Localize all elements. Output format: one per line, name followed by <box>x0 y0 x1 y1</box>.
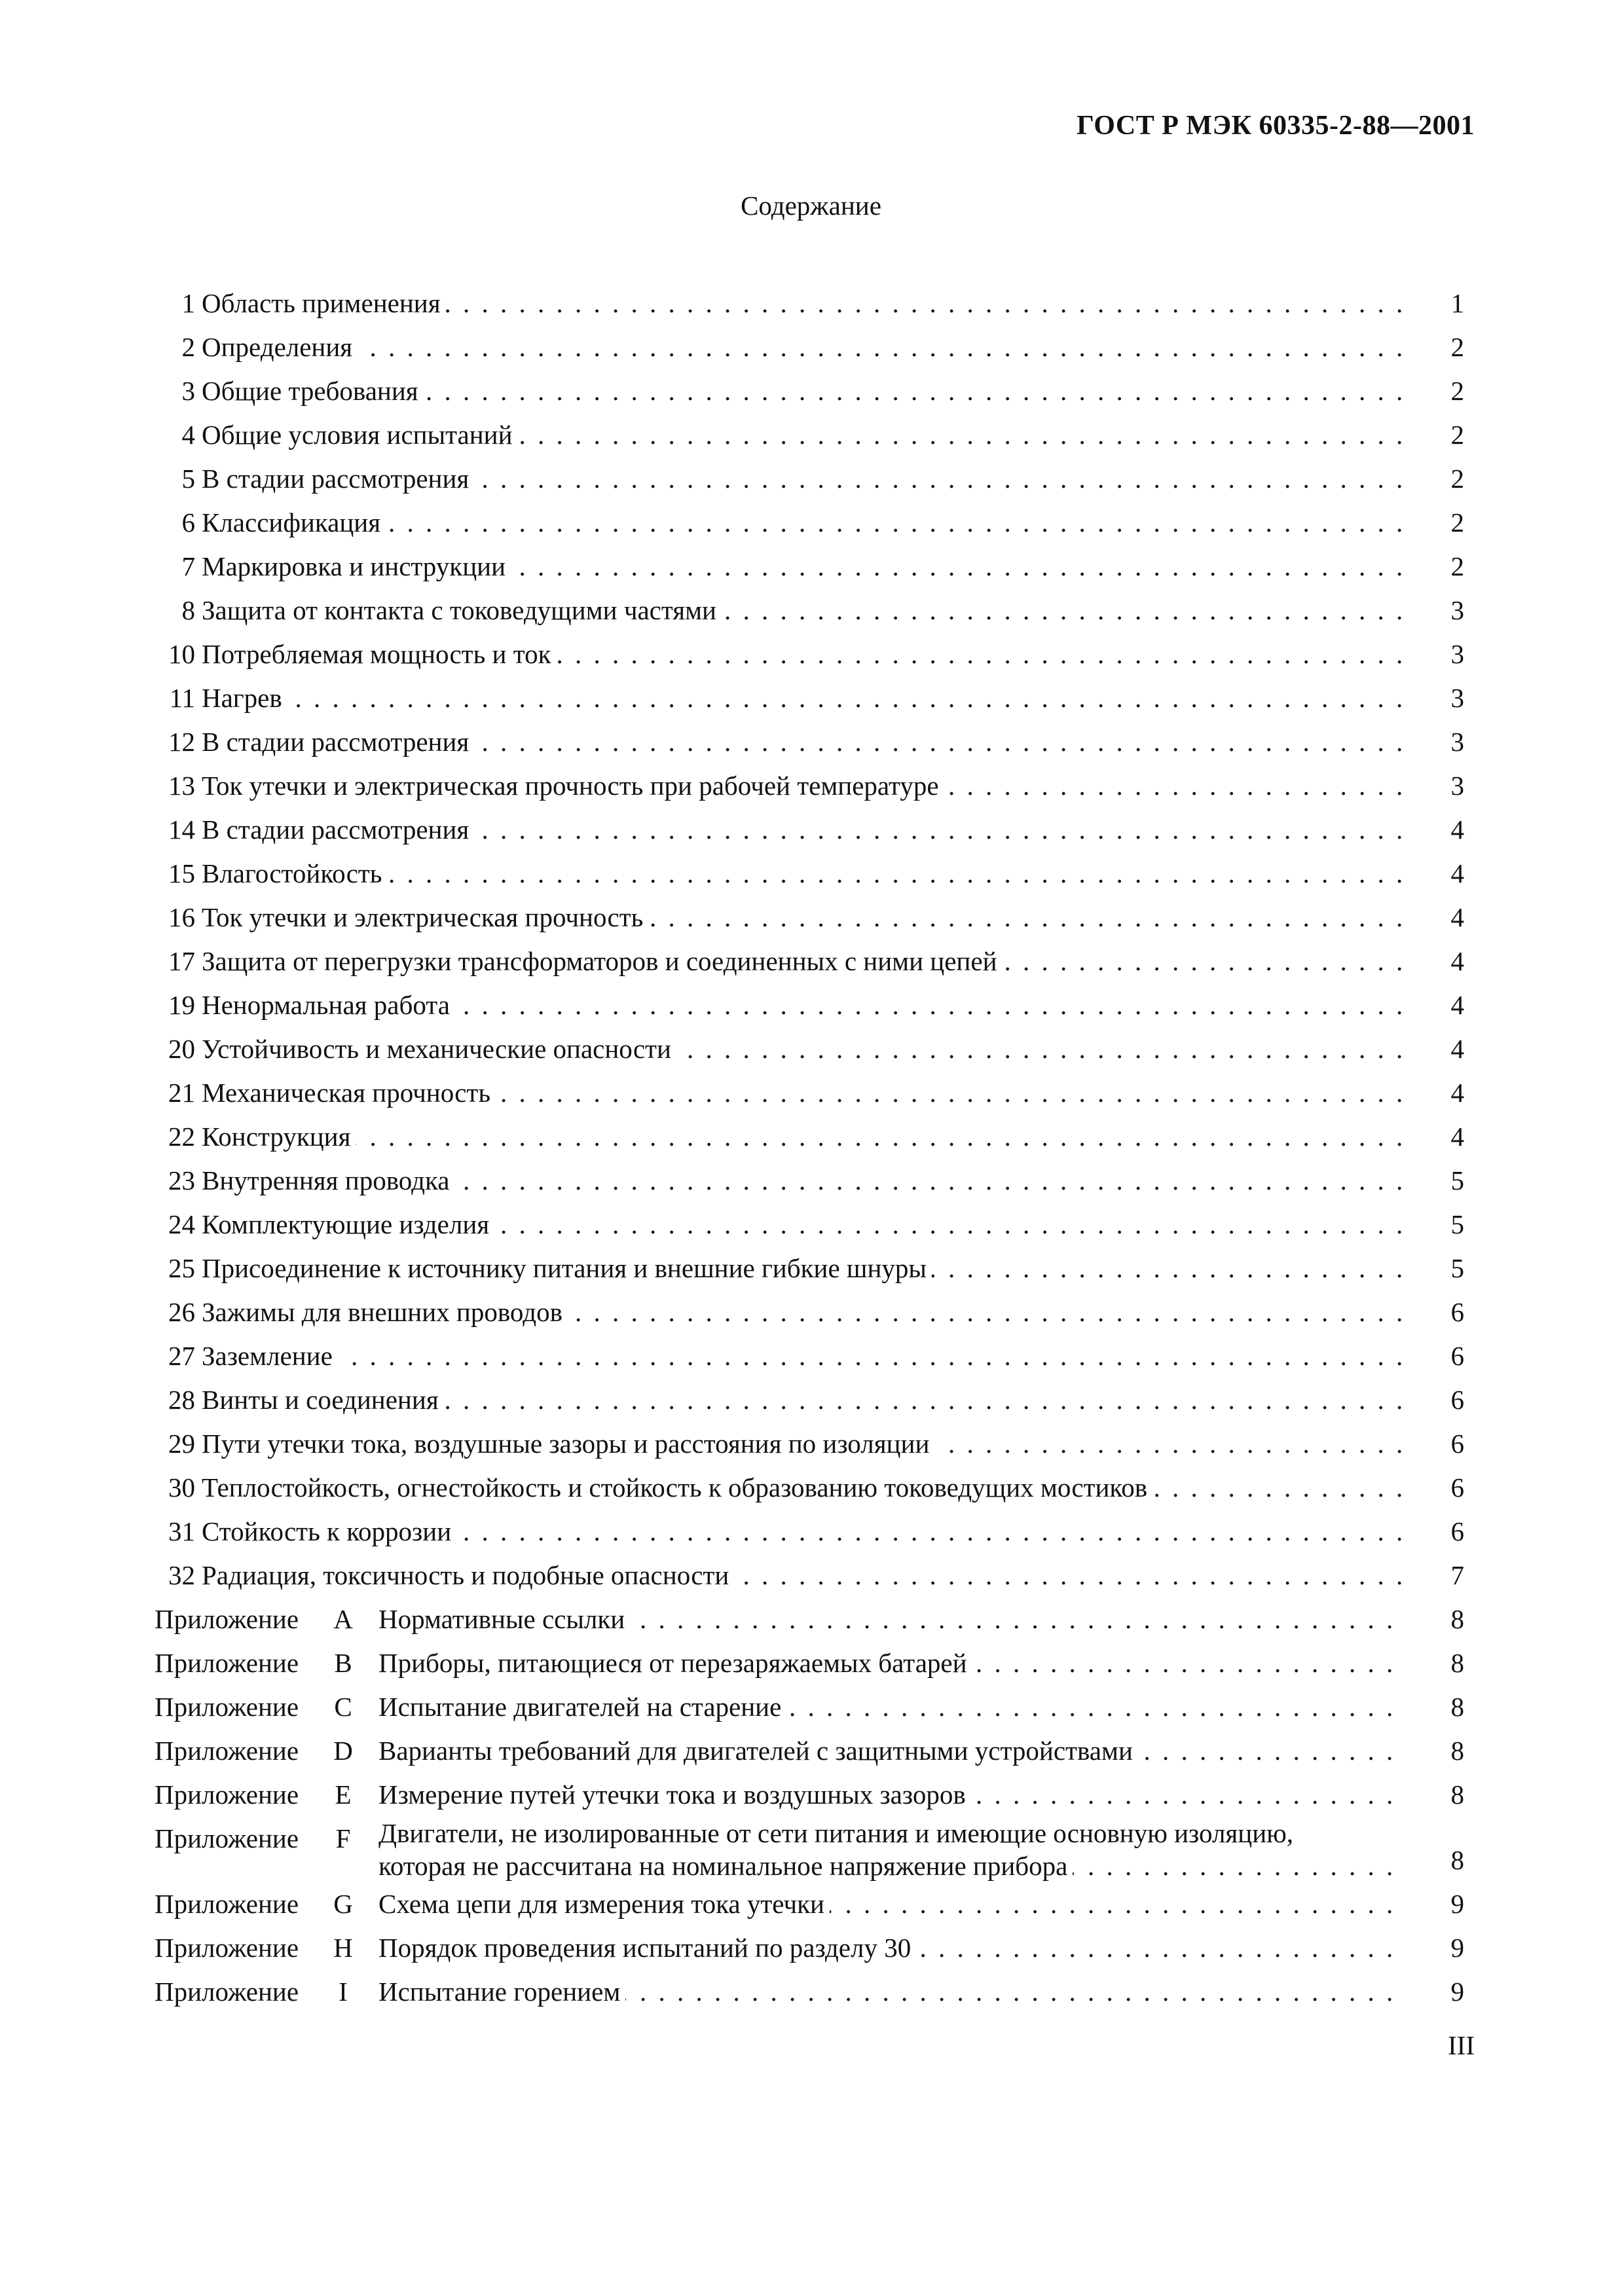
section-number: 16 <box>168 902 195 932</box>
appendix-label: Приложение <box>155 1933 299 1963</box>
toc-entry[interactable] <box>155 1203 1477 1247</box>
appendix-title: Нормативные ссылки <box>378 1604 630 1634</box>
page-ref: 2 <box>1450 507 1464 538</box>
toc-entry[interactable] <box>155 369 1477 413</box>
appendix-title: Испытание горением <box>378 1977 625 2007</box>
section-title: Нагрев <box>202 683 287 713</box>
toc-entry[interactable] <box>155 1159 1477 1203</box>
page-ref: 8 <box>1450 1648 1464 1678</box>
section-title: В стадии рассмотрения <box>202 814 474 845</box>
section-title: Механическая прочность <box>202 1078 496 1108</box>
section-number: 6 <box>181 507 195 538</box>
page-ref: 4 <box>1450 990 1464 1020</box>
section-number: 10 <box>168 639 195 669</box>
page-ref: 2 <box>1450 551 1464 581</box>
section-number: 21 <box>168 1078 195 1108</box>
section-number: 14 <box>168 814 195 845</box>
document-code: ГОСТ Р МЭК 60335-2-88—2001 <box>1077 111 1475 141</box>
toc-entry[interactable] <box>155 983 1477 1027</box>
toc-entry[interactable] <box>155 1466 1477 1510</box>
page-ref: 8 <box>1450 1692 1464 1722</box>
section-title: Радиация, токсичность и подобные опасности <box>202 1560 734 1590</box>
section-number: 32 <box>168 1560 195 1590</box>
toc-entry[interactable] <box>155 589 1477 632</box>
section-number: 5 <box>181 464 195 494</box>
appendix-label: Приложение <box>155 1736 299 1766</box>
section-number: 11 <box>169 683 195 713</box>
toc-entry[interactable] <box>155 1115 1477 1159</box>
section-title: Теплостойкость, огнестойкость и стойкость к образованию токоведущих мостиков <box>202 1472 1152 1503</box>
section-number: 29 <box>168 1429 195 1459</box>
section-title: Стойкость к коррозии <box>202 1516 456 1546</box>
appendix-letter: I <box>339 1977 348 2007</box>
appendix-letter: F <box>335 1823 351 1853</box>
section-title: Классификация <box>202 507 386 538</box>
page-number: III <box>1448 2030 1475 2060</box>
page-ref: 4 <box>1450 814 1464 845</box>
appendix-label: Приложение <box>155 1779 299 1810</box>
section-title: Защита от контакта с токоведущими частями <box>202 595 722 625</box>
page-ref: 5 <box>1450 1165 1464 1195</box>
toc-entry[interactable] <box>155 1290 1477 1334</box>
section-title: Устойчивость и механические опасности <box>202 1034 676 1064</box>
section-number: 4 <box>181 420 195 450</box>
section-number: 12 <box>168 727 195 757</box>
section-title: Конструкция <box>202 1121 356 1152</box>
toc-entry[interactable] <box>155 852 1477 896</box>
toc-entry[interactable] <box>155 1027 1477 1071</box>
toc-entry[interactable] <box>155 1510 1477 1554</box>
section-title: Влагостойкость <box>202 858 388 888</box>
page-ref: 4 <box>1450 1121 1464 1152</box>
appendix-label: Приложение <box>155 1977 299 2007</box>
section-title: Пути утечки тока, воздушные зазоры и расстояния по изоляции <box>202 1429 934 1459</box>
toc-entry[interactable] <box>155 632 1477 676</box>
section-title: Внутренняя проводка <box>202 1165 454 1195</box>
section-title: Область применения <box>202 288 446 318</box>
page-ref: 4 <box>1450 902 1464 932</box>
toc-appendix-entry[interactable] <box>155 1773 1477 1817</box>
section-title: Комплектующие изделия <box>202 1209 494 1239</box>
toc-entry[interactable] <box>155 545 1477 589</box>
section-title: Ток утечки и электрическая прочность при рабочей температуре <box>202 771 944 801</box>
section-title: В стадии рассмотрения <box>202 464 474 494</box>
appendix-title: Приборы, питающиеся от перезаряжаемых батарей <box>378 1648 972 1678</box>
section-title: Маркировка и инструкции <box>202 551 511 581</box>
page-ref: 6 <box>1450 1297 1464 1327</box>
page-ref: 2 <box>1450 376 1464 406</box>
toc-appendix-entry[interactable] <box>155 1597 1477 1641</box>
toc-appendix-entry[interactable] <box>155 1685 1477 1729</box>
toc-entry[interactable] <box>155 1071 1477 1115</box>
page-ref: 9 <box>1450 1977 1464 2007</box>
page-ref: 9 <box>1450 1889 1464 1919</box>
appendix-letter: D <box>333 1736 353 1766</box>
page-ref: 6 <box>1450 1429 1464 1459</box>
appendix-letter: B <box>334 1648 352 1678</box>
toc-appendix-entry[interactable] <box>155 1970 1477 2014</box>
toc-entry[interactable] <box>155 413 1477 457</box>
appendix-label: Приложение <box>155 1648 299 1678</box>
toc-entry[interactable] <box>155 1378 1477 1422</box>
page-ref: 4 <box>1450 1078 1464 1108</box>
section-number: 1 <box>181 288 195 318</box>
page-ref: 7 <box>1450 1560 1464 1590</box>
section-number: 19 <box>168 990 195 1020</box>
appendix-title: Порядок проведения испытаний по разделу 30 <box>378 1933 916 1963</box>
toc-entry[interactable] <box>155 1422 1477 1466</box>
page-ref: 3 <box>1450 639 1464 669</box>
appendix-letter: G <box>333 1889 353 1919</box>
toc-appendix-entry[interactable] <box>155 1641 1477 1685</box>
section-number: 2 <box>181 332 195 362</box>
page-ref: 6 <box>1450 1385 1464 1415</box>
toc-entry[interactable] <box>155 1247 1477 1290</box>
section-number: 26 <box>168 1297 195 1327</box>
section-number: 28 <box>168 1385 195 1415</box>
page-ref: 6 <box>1450 1516 1464 1546</box>
appendix-label: Приложение <box>155 1692 299 1722</box>
page-ref: 6 <box>1450 1472 1464 1503</box>
toc-entry[interactable] <box>155 282 1477 325</box>
section-number: 25 <box>168 1253 195 1283</box>
section-number: 3 <box>181 376 195 406</box>
toc-entry[interactable] <box>155 325 1477 369</box>
section-title: В стадии рассмотрения <box>202 727 474 757</box>
page-ref: 4 <box>1450 946 1464 976</box>
toc-entry[interactable] <box>155 939 1477 983</box>
page-ref: 2 <box>1450 420 1464 450</box>
toc-entry[interactable] <box>155 764 1477 808</box>
appendix-label: Приложение <box>155 1604 299 1634</box>
toc-appendix-entry[interactable] <box>155 1817 1477 1882</box>
page-ref: 4 <box>1450 1034 1464 1064</box>
section-number: 13 <box>168 771 195 801</box>
appendix-title: Измерение путей утечки тока и воздушных зазоров <box>378 1779 971 1810</box>
toc-entry[interactable] <box>155 720 1477 764</box>
appendix-label: Приложение <box>155 1823 299 1853</box>
section-title: Присоединение к источнику питания и внешние гибкие шнуры <box>202 1253 932 1283</box>
page-ref: 2 <box>1450 332 1464 362</box>
section-number: 20 <box>168 1034 195 1064</box>
appendix-letter: C <box>334 1692 352 1722</box>
section-title: Общие условия испытаний <box>202 420 518 450</box>
section-title: Защита от перегрузки трансформаторов и соединенных с ними цепей <box>202 946 1003 976</box>
section-number: 22 <box>168 1121 195 1152</box>
page-ref: 3 <box>1450 683 1464 713</box>
toc-entry[interactable] <box>155 808 1477 852</box>
appendix-letter: H <box>333 1933 353 1963</box>
toc-entry[interactable] <box>155 501 1477 545</box>
section-number: 8 <box>181 595 195 625</box>
section-number: 23 <box>168 1165 195 1195</box>
toc-entry[interactable] <box>155 1334 1477 1378</box>
section-title: Зажимы для внешних проводов <box>202 1297 568 1327</box>
toc-entry[interactable] <box>155 896 1477 939</box>
page-ref: 6 <box>1450 1341 1464 1371</box>
section-title: Потребляемая мощность и ток <box>202 639 557 669</box>
appendix-letter: E <box>335 1779 352 1810</box>
page-ref: 8 <box>1450 1604 1464 1634</box>
appendix-title-line-2: которая не рассчитана на номинальное напряжение прибора <box>378 1850 1073 1882</box>
page-ref: 5 <box>1450 1209 1464 1239</box>
section-title: Общие требования <box>202 376 424 406</box>
toc-entry[interactable] <box>155 457 1477 501</box>
page-ref: 8 <box>1450 1736 1464 1766</box>
page-ref: 3 <box>1450 771 1464 801</box>
appendix-title: Испытание двигателей на старение <box>378 1692 786 1722</box>
appendix-label: Приложение <box>155 1889 299 1919</box>
page-ref: 3 <box>1450 595 1464 625</box>
page-ref: 4 <box>1450 858 1464 888</box>
page-ref: 3 <box>1450 727 1464 757</box>
section-title: Ненормальная работа <box>202 990 455 1020</box>
section-number: 30 <box>168 1472 195 1503</box>
page-ref: 1 <box>1450 288 1464 318</box>
page-ref: 2 <box>1450 464 1464 494</box>
section-number: 17 <box>168 946 195 976</box>
section-number: 24 <box>168 1209 195 1239</box>
appendix-title: Схема цепи для измерения тока утечки <box>378 1889 830 1919</box>
section-number: 7 <box>181 551 195 581</box>
appendix-letter: A <box>333 1604 353 1634</box>
toc-appendix-entry[interactable] <box>155 1926 1477 1970</box>
appendix-title: Варианты требований для двигателей с защитными устройствами <box>378 1736 1138 1766</box>
toc-entry[interactable] <box>155 1554 1477 1597</box>
page-ref: 5 <box>1450 1253 1464 1283</box>
section-title: Ток утечки и электрическая прочность <box>202 902 648 932</box>
page-ref: 8 <box>1450 1779 1464 1810</box>
toc-title: Содержание <box>741 191 881 221</box>
section-title: Винты и соединения <box>202 1385 444 1415</box>
section-title: Определения <box>202 332 358 362</box>
table-of-contents <box>155 282 1477 2014</box>
section-number: 15 <box>168 858 195 888</box>
toc-appendix-entry[interactable] <box>155 1729 1477 1773</box>
section-title: Заземление <box>202 1341 338 1371</box>
section-number: 31 <box>168 1516 195 1546</box>
section-number: 27 <box>168 1341 195 1371</box>
page-ref: 8 <box>1450 1845 1464 1875</box>
toc-appendix-entry[interactable] <box>155 1882 1477 1926</box>
appendix-title-line-1: Двигатели, не изолированные от сети питания и имеющие основную изоляцию, <box>378 1817 1299 1850</box>
toc-entry[interactable] <box>155 676 1477 720</box>
page-ref: 9 <box>1450 1933 1464 1963</box>
